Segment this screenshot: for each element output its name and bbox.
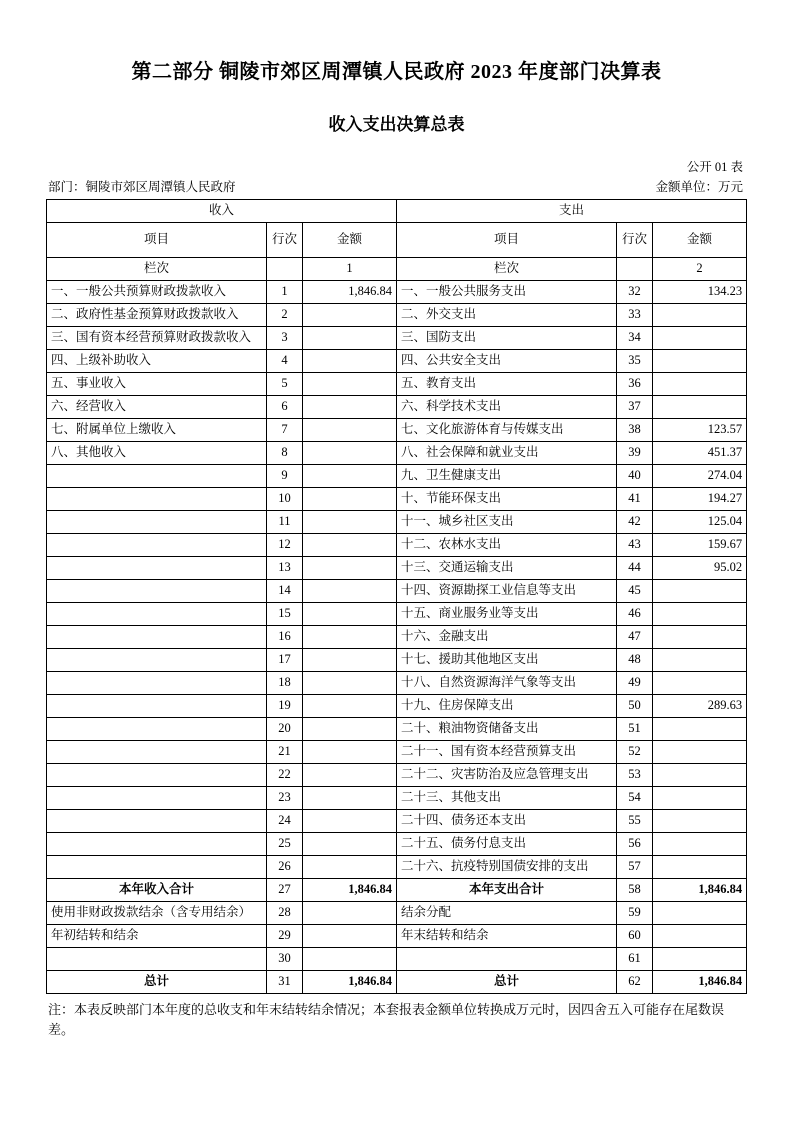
row-18-income-line: 19 xyxy=(267,695,303,718)
column-row-label-income: 栏次 xyxy=(47,258,267,281)
header-expense-item: 项目 xyxy=(397,223,617,258)
row-23-expense-item: 二十四、债务还本支出 xyxy=(397,810,617,833)
row-9-expense-line: 41 xyxy=(617,488,653,511)
row-9-income-line: 10 xyxy=(267,488,303,511)
row-28-expense-amount xyxy=(653,925,747,948)
table-summary-row xyxy=(47,879,747,902)
row-7-income-item: 八、其他收入 xyxy=(47,442,267,465)
row-17-expense-line: 49 xyxy=(617,672,653,695)
row-23-expense-amount xyxy=(653,810,747,833)
row-5-expense-item: 六、科学技术支出 xyxy=(397,396,617,419)
row-8-expense-line: 40 xyxy=(617,465,653,488)
row-26-expense-line: 58 xyxy=(617,879,653,902)
row-6-expense-line: 38 xyxy=(617,419,653,442)
row-3-income-amount xyxy=(303,350,397,373)
row-28-income-amount xyxy=(303,925,397,948)
row-22-expense-line: 54 xyxy=(617,787,653,810)
row-13-income-line: 14 xyxy=(267,580,303,603)
row-17-income-item xyxy=(47,672,267,695)
row-14-income-amount xyxy=(303,603,397,626)
row-7-expense-item: 八、社会保障和就业支出 xyxy=(397,442,617,465)
row-5-income-amount xyxy=(303,396,397,419)
row-16-expense-item: 十七、援助其他地区支出 xyxy=(397,649,617,672)
column-number-expense: 2 xyxy=(653,258,747,281)
row-26-expense-item: 本年支出合计 xyxy=(397,879,617,902)
table-summary-row xyxy=(47,925,747,948)
row-1-expense-item: 二、外交支出 xyxy=(397,304,617,327)
row-25-expense-item: 二十六、抗疫特别国债安排的支出 xyxy=(397,856,617,879)
row-1-expense-line: 33 xyxy=(617,304,653,327)
table-row xyxy=(47,304,747,327)
row-11-income-amount xyxy=(303,534,397,557)
row-28-expense-line: 60 xyxy=(617,925,653,948)
row-21-income-item xyxy=(47,764,267,787)
row-2-income-line: 3 xyxy=(267,327,303,350)
row-4-income-line: 5 xyxy=(267,373,303,396)
row-29-expense-line: 61 xyxy=(617,948,653,971)
table-row xyxy=(47,442,747,465)
row-0-income-amount: 1,846.84 xyxy=(303,281,397,304)
table-row xyxy=(47,281,747,304)
table-row xyxy=(47,580,747,603)
row-23-income-amount xyxy=(303,810,397,833)
row-20-expense-item: 二十一、国有资本经营预算支出 xyxy=(397,741,617,764)
row-11-expense-line: 43 xyxy=(617,534,653,557)
column-row-blank-income-line xyxy=(267,258,303,281)
row-20-income-line: 21 xyxy=(267,741,303,764)
table-row xyxy=(47,856,747,879)
header-income-line xyxy=(267,223,303,258)
row-23-expense-line: 55 xyxy=(617,810,653,833)
row-20-income-amount xyxy=(303,741,397,764)
row-16-income-line: 17 xyxy=(267,649,303,672)
row-6-income-item: 七、附属单位上缴收入 xyxy=(47,419,267,442)
row-12-expense-amount: 95.02 xyxy=(653,557,747,580)
header-expense-line-text: 行次 xyxy=(622,232,648,247)
row-16-expense-amount xyxy=(653,649,747,672)
table-row xyxy=(47,695,747,718)
row-22-income-amount xyxy=(303,787,397,810)
table-row xyxy=(47,396,747,419)
row-21-expense-line: 53 xyxy=(617,764,653,787)
row-26-income-line: 27 xyxy=(267,879,303,902)
row-6-income-amount xyxy=(303,419,397,442)
row-15-income-item xyxy=(47,626,267,649)
table-row xyxy=(47,350,747,373)
row-20-expense-amount xyxy=(653,741,747,764)
row-15-expense-amount xyxy=(653,626,747,649)
row-25-income-line: 26 xyxy=(267,856,303,879)
table-column-header-row xyxy=(47,223,747,258)
budget-final-accounts-table xyxy=(46,199,747,994)
group-header-expense: 支出 xyxy=(397,200,747,223)
row-7-income-amount xyxy=(303,442,397,465)
row-27-income-line: 28 xyxy=(267,902,303,925)
row-1-income-line: 2 xyxy=(267,304,303,327)
row-5-expense-line: 37 xyxy=(617,396,653,419)
row-19-expense-item: 二十、粮油物资储备支出 xyxy=(397,718,617,741)
row-19-income-line: 20 xyxy=(267,718,303,741)
row-16-income-item xyxy=(47,649,267,672)
row-14-expense-line: 46 xyxy=(617,603,653,626)
row-15-expense-item: 十六、金融支出 xyxy=(397,626,617,649)
row-11-expense-amount: 159.67 xyxy=(653,534,747,557)
row-4-income-amount xyxy=(303,373,397,396)
row-18-income-amount xyxy=(303,695,397,718)
row-14-expense-item: 十五、商业服务业等支出 xyxy=(397,603,617,626)
row-2-income-amount xyxy=(303,327,397,350)
row-30-income-line: 31 xyxy=(267,971,303,994)
row-16-expense-line: 48 xyxy=(617,649,653,672)
row-12-income-item xyxy=(47,557,267,580)
row-10-income-amount xyxy=(303,511,397,534)
row-30-income-amount: 1,846.84 xyxy=(303,971,397,994)
row-12-expense-item: 十三、交通运输支出 xyxy=(397,557,617,580)
table-row xyxy=(47,534,747,557)
row-9-expense-item: 十、节能环保支出 xyxy=(397,488,617,511)
row-1-income-amount xyxy=(303,304,397,327)
row-20-income-item xyxy=(47,741,267,764)
row-24-income-item xyxy=(47,833,267,856)
row-19-income-item xyxy=(47,718,267,741)
table-summary-row xyxy=(47,902,747,925)
row-26-income-item: 本年收入合计 xyxy=(47,879,267,902)
row-18-income-item xyxy=(47,695,267,718)
row-26-expense-amount: 1,846.84 xyxy=(653,879,747,902)
row-18-expense-amount: 289.63 xyxy=(653,695,747,718)
row-3-income-line: 4 xyxy=(267,350,303,373)
row-30-income-item: 总计 xyxy=(47,971,267,994)
row-4-income-item: 五、事业收入 xyxy=(47,373,267,396)
column-row-blank-expense-line xyxy=(617,258,653,281)
row-13-expense-amount xyxy=(653,580,747,603)
row-21-expense-item: 二十二、灾害防治及应急管理支出 xyxy=(397,764,617,787)
row-4-expense-item: 五、教育支出 xyxy=(397,373,617,396)
row-0-income-line: 1 xyxy=(267,281,303,304)
header-income-line-text: 行次 xyxy=(271,232,297,247)
row-28-income-line: 29 xyxy=(267,925,303,948)
row-10-income-item xyxy=(47,511,267,534)
row-25-expense-amount xyxy=(653,856,747,879)
row-13-income-amount xyxy=(303,580,397,603)
table-row xyxy=(47,810,747,833)
row-15-income-line: 16 xyxy=(267,626,303,649)
row-2-expense-line: 34 xyxy=(617,327,653,350)
row-0-income-item: 一、一般公共预算财政拨款收入 xyxy=(47,281,267,304)
table-row xyxy=(47,764,747,787)
row-2-expense-item: 三、国防支出 xyxy=(397,327,617,350)
table-row xyxy=(47,718,747,741)
row-24-income-amount xyxy=(303,833,397,856)
row-11-income-item xyxy=(47,534,267,557)
page-subtitle: 收入支出决算总表 xyxy=(328,115,465,134)
row-8-expense-item: 九、卫生健康支出 xyxy=(397,465,617,488)
table-row xyxy=(47,787,747,810)
row-20-expense-line: 52 xyxy=(617,741,653,764)
row-9-income-amount xyxy=(303,488,397,511)
table-note: 注：本表反映部门本年度的总收支和年末结转结余情况；本套报表金额单位转换成万元时，因四舍五入可能存在尾数误差。 xyxy=(48,1002,725,1038)
amount-unit-label: 金额单位：万元 xyxy=(655,180,743,194)
row-18-expense-item: 十九、住房保障支出 xyxy=(397,695,617,718)
table-row xyxy=(47,511,747,534)
row-11-expense-item: 十二、农林水支出 xyxy=(397,534,617,557)
table-row xyxy=(47,419,747,442)
row-12-expense-line: 44 xyxy=(617,557,653,580)
table-summary-row xyxy=(47,948,747,971)
row-5-income-line: 6 xyxy=(267,396,303,419)
page-title: 第二部分 铜陵市郊区周潭镇人民政府 2023 年度部门决算表 xyxy=(131,61,662,83)
row-14-income-line: 15 xyxy=(267,603,303,626)
table-row xyxy=(47,327,747,350)
row-3-income-item: 四、上级补助收入 xyxy=(47,350,267,373)
row-14-income-item xyxy=(47,603,267,626)
row-24-expense-line: 56 xyxy=(617,833,653,856)
form-number: 公开 01 表 xyxy=(686,160,743,174)
row-8-expense-amount: 274.04 xyxy=(653,465,747,488)
row-1-expense-amount xyxy=(653,304,747,327)
row-13-income-item xyxy=(47,580,267,603)
row-6-income-line: 7 xyxy=(267,419,303,442)
table-column-number-row xyxy=(47,258,747,281)
row-24-income-line: 25 xyxy=(267,833,303,856)
row-7-expense-line: 39 xyxy=(617,442,653,465)
header-expense-line xyxy=(617,223,653,258)
row-17-income-amount xyxy=(303,672,397,695)
row-13-expense-line: 45 xyxy=(617,580,653,603)
row-17-expense-amount xyxy=(653,672,747,695)
row-14-expense-amount xyxy=(653,603,747,626)
row-29-expense-amount xyxy=(653,948,747,971)
table-row xyxy=(47,833,747,856)
row-22-income-line: 23 xyxy=(267,787,303,810)
row-17-income-line: 18 xyxy=(267,672,303,695)
row-27-expense-amount xyxy=(653,902,747,925)
table-row xyxy=(47,488,747,511)
row-23-income-item xyxy=(47,810,267,833)
row-26-income-amount: 1,846.84 xyxy=(303,879,397,902)
row-0-expense-amount: 134.23 xyxy=(653,281,747,304)
row-22-expense-item: 二十三、其他支出 xyxy=(397,787,617,810)
row-21-income-line: 22 xyxy=(267,764,303,787)
column-number-income: 1 xyxy=(303,258,397,281)
row-5-expense-amount xyxy=(653,396,747,419)
group-header-income: 收入 xyxy=(47,200,397,223)
table-row xyxy=(47,465,747,488)
row-8-income-item xyxy=(47,465,267,488)
row-22-expense-amount xyxy=(653,787,747,810)
table-summary-row xyxy=(47,971,747,994)
table-row xyxy=(47,672,747,695)
row-15-income-amount xyxy=(303,626,397,649)
row-27-expense-item: 结余分配 xyxy=(397,902,617,925)
row-0-expense-item: 一、一般公共服务支出 xyxy=(397,281,617,304)
row-3-expense-line: 35 xyxy=(617,350,653,373)
table-row xyxy=(47,603,747,626)
row-30-expense-amount: 1,846.84 xyxy=(653,971,747,994)
row-0-expense-line: 32 xyxy=(617,281,653,304)
table-row xyxy=(47,373,747,396)
row-19-expense-line: 51 xyxy=(617,718,653,741)
row-25-income-amount xyxy=(303,856,397,879)
row-6-expense-item: 七、文化旅游体育与传媒支出 xyxy=(397,419,617,442)
row-8-income-line: 9 xyxy=(267,465,303,488)
row-30-expense-line: 62 xyxy=(617,971,653,994)
row-4-expense-line: 36 xyxy=(617,373,653,396)
row-12-income-amount xyxy=(303,557,397,580)
column-row-label-expense: 栏次 xyxy=(397,258,617,281)
row-5-income-item: 六、经营收入 xyxy=(47,396,267,419)
row-30-expense-item: 总计 xyxy=(397,971,617,994)
row-17-expense-item: 十八、自然资源海洋气象等支出 xyxy=(397,672,617,695)
row-19-expense-amount xyxy=(653,718,747,741)
department-label: 部门：铜陵市郊区周潭镇人民政府 xyxy=(48,180,236,194)
row-25-expense-line: 57 xyxy=(617,856,653,879)
row-23-income-line: 24 xyxy=(267,810,303,833)
row-10-expense-item: 十一、城乡社区支出 xyxy=(397,511,617,534)
row-29-expense-item xyxy=(397,948,617,971)
row-29-income-item xyxy=(47,948,267,971)
row-7-income-line: 8 xyxy=(267,442,303,465)
row-1-income-item: 二、政府性基金预算财政拨款收入 xyxy=(47,304,267,327)
header-expense-amount: 金额 xyxy=(653,223,747,258)
row-10-expense-amount: 125.04 xyxy=(653,511,747,534)
header-income-item: 项目 xyxy=(47,223,267,258)
row-21-expense-amount xyxy=(653,764,747,787)
row-18-expense-line: 50 xyxy=(617,695,653,718)
row-25-income-item xyxy=(47,856,267,879)
row-29-income-amount xyxy=(303,948,397,971)
table-group-header-row xyxy=(47,200,747,223)
row-13-expense-item: 十四、资源勘探工业信息等支出 xyxy=(397,580,617,603)
row-22-income-item xyxy=(47,787,267,810)
row-2-income-item: 三、国有资本经营预算财政拨款收入 xyxy=(47,327,267,350)
row-7-expense-amount: 451.37 xyxy=(653,442,747,465)
row-8-income-amount xyxy=(303,465,397,488)
row-28-expense-item: 年末结转和结余 xyxy=(397,925,617,948)
row-16-income-amount xyxy=(303,649,397,672)
table-row xyxy=(47,649,747,672)
row-24-expense-amount xyxy=(653,833,747,856)
row-27-income-item: 使用非财政拨款结余（含专用结余） xyxy=(47,902,267,925)
table-row xyxy=(47,626,747,649)
row-9-income-item xyxy=(47,488,267,511)
row-29-income-line: 30 xyxy=(267,948,303,971)
row-9-expense-amount: 194.27 xyxy=(653,488,747,511)
row-19-income-amount xyxy=(303,718,397,741)
row-28-income-item: 年初结转和结余 xyxy=(47,925,267,948)
header-income-amount: 金额 xyxy=(303,223,397,258)
table-row xyxy=(47,741,747,764)
row-3-expense-item: 四、公共安全支出 xyxy=(397,350,617,373)
row-10-expense-line: 42 xyxy=(617,511,653,534)
row-27-income-amount xyxy=(303,902,397,925)
row-15-expense-line: 47 xyxy=(617,626,653,649)
row-4-expense-amount xyxy=(653,373,747,396)
row-2-expense-amount xyxy=(653,327,747,350)
row-21-income-amount xyxy=(303,764,397,787)
table-row xyxy=(47,557,747,580)
row-3-expense-amount xyxy=(653,350,747,373)
row-27-expense-line: 59 xyxy=(617,902,653,925)
row-12-income-line: 13 xyxy=(267,557,303,580)
row-11-income-line: 12 xyxy=(267,534,303,557)
table-meta xyxy=(46,177,747,195)
row-6-expense-amount: 123.57 xyxy=(653,419,747,442)
row-10-income-line: 11 xyxy=(267,511,303,534)
row-24-expense-item: 二十五、债务付息支出 xyxy=(397,833,617,856)
